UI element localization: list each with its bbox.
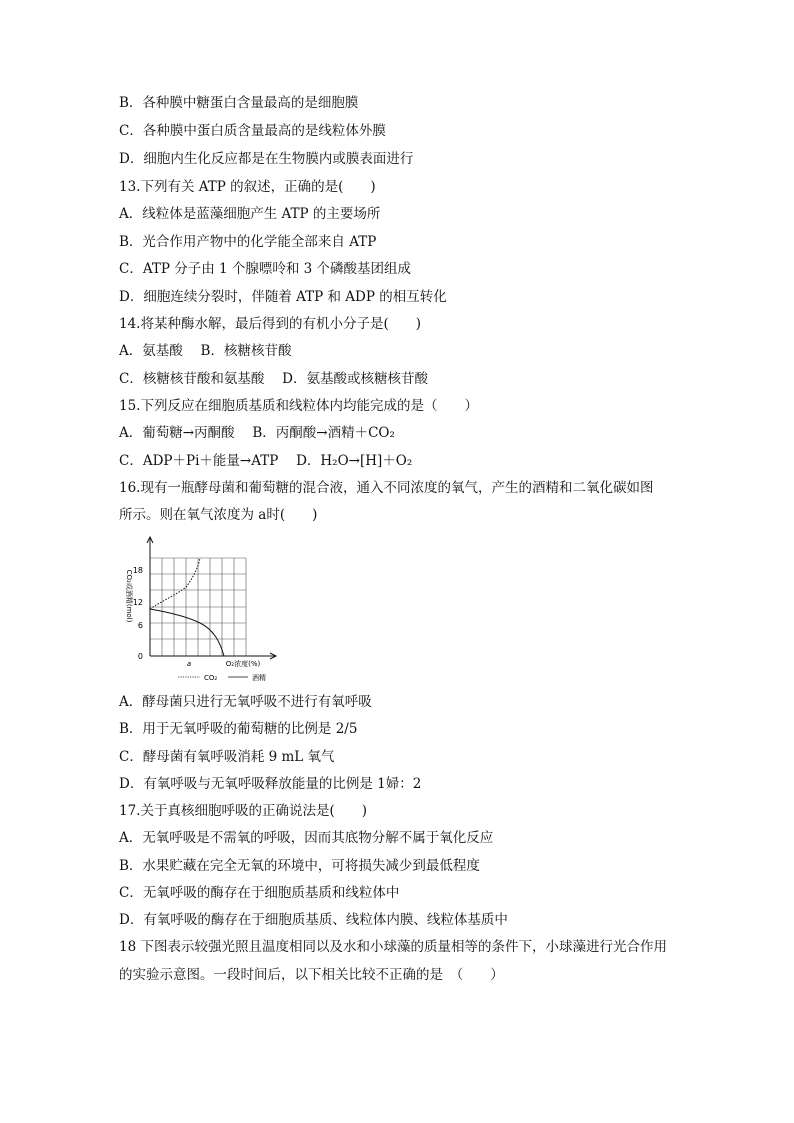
options-14cd: C．核糖核苷酸和氨基酸 D．氨基酸或核糖核苷酸	[119, 371, 428, 387]
question-15: 15.下列反应在细胞质基质和线粒体内均能完成的是（ ）	[119, 398, 478, 414]
question-18: 18 下图表示较强光照且温度相同以及水和小球藻的质量相等的条件下，小球藻进行光合作用的实验示意图。一段时间后，以下相关比较不正确的是 （ ）	[119, 939, 667, 983]
question-16-line2: 所示。则在氧气浓度为 a时( )	[119, 507, 318, 523]
option-16a: A．酵母菌只进行无氧呼吸不进行有氧呼吸	[119, 694, 372, 710]
option-16c: C．酵母菌有氧呼吸消耗 9 mL 氧气	[119, 749, 335, 765]
x-mark-a: a	[186, 660, 192, 668]
options-15cd: C．ADP＋Pi＋能量→ATP D．H₂O→[H]＋O₂	[119, 453, 413, 469]
option-13a: A．线粒体是蓝藻细胞产生 ATP 的主要场所	[119, 206, 381, 222]
option-16d: D．有氧呼吸与无氧呼吸释放能量的比例是 1婦：2	[119, 776, 422, 792]
legend-alcohol-label: 酒精	[252, 674, 266, 682]
option-17a: A．无氧呼吸是不需氧的呼吸，因而其底物分解不属于氧化反应	[119, 830, 494, 846]
option-13d: D．细胞连续分裂时，伴随着 ATP 和 ADP 的相互转化	[119, 289, 447, 305]
option-12c: C．各种膜中蛋白质含量最高的是线粒体外膜	[119, 123, 386, 139]
question-17: 17.关于真核细胞呼吸的正确说法是( )	[119, 803, 368, 819]
option-12d: D．细胞内生化反应都是在生物膜内或膜表面进行	[119, 151, 414, 167]
option-17d: D．有氧呼吸的酶存在于细胞质基质、线粒体内膜、线粒体基质中	[119, 912, 508, 928]
options-15ab: A．葡萄糖→丙酮酸 B．丙酮酸→酒精＋CO₂	[119, 425, 395, 441]
y-tick-18: 18	[132, 566, 143, 575]
y-tick-0: 0	[137, 652, 143, 661]
figure-axes	[147, 537, 276, 659]
figure-grid	[150, 558, 246, 656]
question-16-line1: 16.现有一瓶酵母菌和葡萄糖的混合液，通入不同浓度的氧气，产生的酒精和二氧化碳如图	[119, 480, 654, 496]
option-17c: C．无氧呼吸的酶存在于细胞质基质和线粒体中	[119, 885, 400, 901]
option-17b: B．水果贮藏在完全无氧的环境中，可将损失减少到最低程度	[119, 858, 480, 874]
options-14ab: A．氨基酸 B．核糖核苷酸	[119, 343, 292, 359]
y-tick-6: 6	[137, 621, 143, 630]
option-13b: B．光合作用产物中的化学能全部来自 ATP	[119, 234, 377, 250]
y-axis-label: CO₂或酒精(mol)	[125, 569, 133, 623]
legend-co2-label: CO₂	[204, 674, 218, 682]
question-13: 13.下列有关 ATP 的叙述，正确的是( )	[119, 179, 376, 195]
alcohol-curve	[150, 609, 224, 656]
co2-curve	[150, 558, 200, 609]
question-14: 14.将某种酶水解，最后得到的有机小分子是( )	[119, 316, 422, 332]
y-tick-12: 12	[132, 598, 143, 607]
co2-alcohol-figure	[118, 530, 293, 685]
option-16b: B．用于无氧呼吸的葡萄糖的比例是 2/5	[119, 721, 358, 737]
option-12b: B．各种膜中糖蛋白含量最高的是细胞膜	[119, 95, 359, 111]
x-axis-label: O₂浓度(%)	[225, 660, 261, 668]
option-13c: C．ATP 分子由 1 个腺嘌呤和 3 个磷酸基团组成	[119, 261, 412, 277]
